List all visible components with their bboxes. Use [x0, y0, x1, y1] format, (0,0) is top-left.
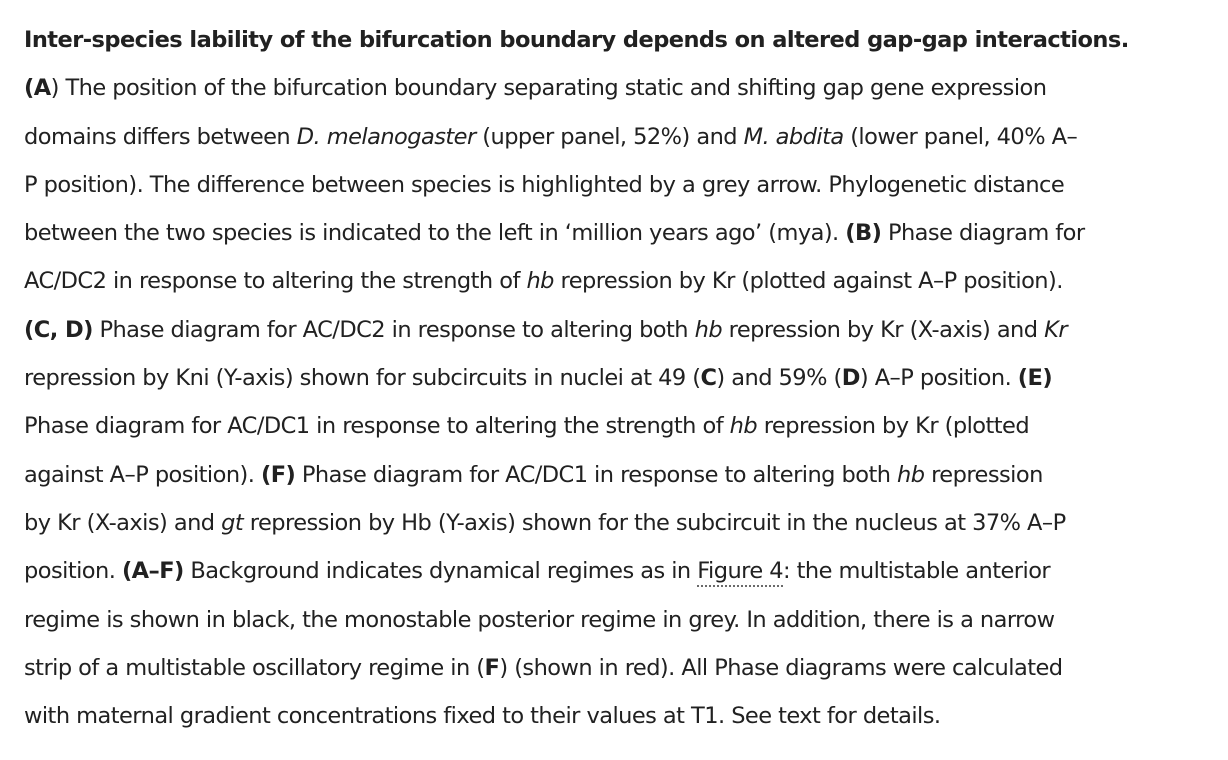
italic-term: M. abdita [743, 123, 844, 150]
caption-text: position. [24, 558, 122, 585]
caption-text: Phase diagram for AC/DC1 in response to altering the strength of [24, 413, 730, 440]
caption-line [24, 306, 1209, 354]
caption-line [24, 161, 1209, 209]
caption-text: strip of a multistable oscillatory regime in ( [24, 654, 485, 681]
figure-4-link[interactable]: Figure 4 [697, 558, 783, 587]
caption-title: Inter-species lability of the bifurcation boundary depends on altered gap-gap interactions. [24, 27, 1129, 53]
caption-line [24, 64, 1209, 112]
italic-term: hb [694, 316, 723, 343]
figure-caption [24, 16, 1209, 740]
caption-line [24, 402, 1209, 450]
panel-label: ( [24, 75, 34, 102]
panel-label: (F) [260, 461, 296, 488]
italic-term: Kr [1044, 316, 1068, 343]
caption-text: repression by Kr (plotted against A–P position). [553, 268, 1063, 295]
panel-label: (B) [845, 220, 882, 247]
caption-text: repression [924, 461, 1043, 488]
caption-text: ) (shown in red). All Phase diagrams were calculated [499, 654, 1063, 681]
caption-text: Phase diagram for AC/DC1 in response to altering both [295, 461, 898, 488]
caption-text: ) The position of the bifurcation boundary separating static and shifting gap gene expression [50, 75, 1047, 102]
caption-body [24, 64, 1209, 740]
panel-label: (E) [1017, 365, 1053, 392]
caption-text: (upper panel, 52%) and [475, 123, 744, 150]
italic-term: gt [221, 509, 244, 536]
caption-text: ) and 59% ( [716, 365, 842, 392]
caption-text: : the multistable anterior [783, 558, 1051, 585]
panel-label: (A–F) [121, 558, 184, 585]
caption-text: regime is shown in black, the monostable posterior regime in grey. In addition, there is a narrow [24, 606, 1055, 633]
italic-term: D. melanogaster [296, 123, 476, 150]
caption-line [24, 257, 1209, 305]
caption-text: Phase diagram for [881, 220, 1085, 247]
caption-text: by Kr (X-axis) and [24, 509, 222, 536]
caption-text: repression by Kni (Y-axis) shown for subcircuits in nuclei at 49 ( [24, 365, 701, 392]
caption-line [24, 499, 1209, 547]
caption-line [24, 644, 1209, 692]
caption-text: against A–P position). [24, 461, 261, 488]
caption-text: with maternal gradient concentrations fixed to their values at T1. See text for details. [24, 703, 941, 730]
italic-term: hb [526, 268, 554, 295]
caption-text: ) A–P position. [859, 365, 1018, 392]
caption-line [24, 596, 1209, 644]
caption-text: repression by Kr (X-axis) and [722, 316, 1045, 343]
caption-text: (lower panel, 40% A– [843, 123, 1078, 150]
caption-text: P position). The difference between species is highlighted by a grey arrow. Phylogenetic distance [24, 171, 1065, 198]
panel-label: D [841, 365, 860, 392]
caption-line [24, 354, 1209, 402]
caption-line [24, 692, 1209, 740]
caption-text: Background indicates dynamical regimes as in [183, 558, 698, 585]
caption-text: repression by Hb (Y-axis) shown for the subcircuit in the nucleus at 37% A–P [243, 509, 1066, 536]
caption-line [24, 113, 1209, 161]
panel-label: (C, D) [24, 316, 93, 343]
italic-term: hb [897, 461, 925, 488]
caption-text: between the two species is indicated to the left in ‘million years ago’ (mya). [24, 220, 846, 247]
caption-line [24, 547, 1209, 595]
caption-line [24, 451, 1209, 499]
caption-text: repression by Kr (plotted [757, 413, 1030, 440]
caption-text: AC/DC2 in response to altering the strength of [24, 268, 527, 295]
caption-text: domains differs between [24, 123, 297, 150]
panel-label: F [484, 654, 500, 681]
italic-term: hb [729, 413, 758, 440]
caption-line [24, 209, 1209, 257]
panel-label: C [700, 365, 717, 392]
caption-text: Phase diagram for AC/DC2 in response to altering both [92, 316, 695, 343]
panel-label: A [33, 75, 51, 102]
